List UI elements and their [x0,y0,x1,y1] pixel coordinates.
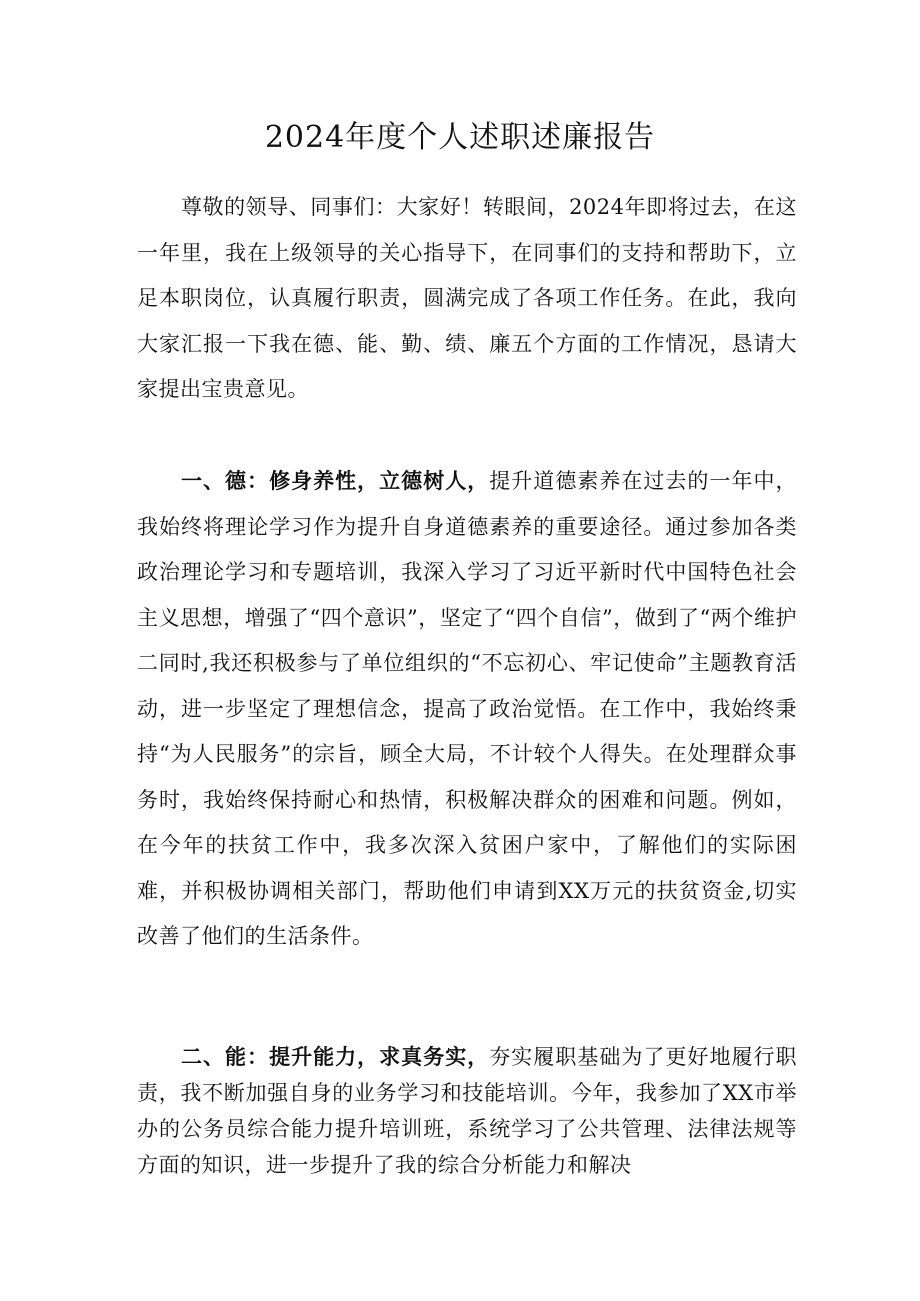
section-neng-paragraph [137,1039,797,1183]
section-de-paragraph [137,458,797,960]
intro-paragraph [137,185,797,413]
section-heading-neng: 二、能：提升能力，求真务实， [181,1044,490,1069]
document-title: 2024年度个人述职述廉报告 [264,120,656,155]
section-heading-de: 一、德：修身养性，立德树人， [181,468,490,493]
paragraph-text: 提升道德素养在过去的一年中，我始终将理论学习作为提升自身道德素养的重要途径。通过参加各类政治理论学习和专题培训，我深入学习了习近平新时代中国特色社会主义思想，增强了“四个意识”，坚定了“四个自信”，做到了“两个维护二同时,我还积极参与了单位组织的“不忘初心、牢记使命”主题教育活动，进一步坚定了理想信念，提高了政治觉悟。在工作中，我始终秉持“为人民服务”的宗旨，顾全大局，不计较个人得失。在处理群众事务时，我始终保持耐心和热情，积极解决群众的困难和问题。例如，在今年的扶贫工作中，我多次深入贫困户家中，了解他们的实际困难，并积极协调相关部门，帮助他们申请到XX万元的扶贫资金,切实改善了他们的生活条件。 [137,469,798,948]
paragraph-text: 夯实履职基础为了更好地履行职责，我不断加强自身的业务学习和技能培训。今年，我参加了XX市举办的公务员综合能力提升培训班，系统学习了公共管理、法律法规等方面的知识，进一步提升了我的综合分析能力和解决 [137,1045,798,1177]
paragraph-text: 尊敬的领导、同事们：大家好！转眼间，2024年即将过去，在这一年里，我在上级领导的关心指导下，在同事们的支持和帮助下，立足本职岗位，认真履行职责，圆满完成了各项工作任务。在此，我向大家汇报一下我在德、能、勤、绩、廉五个方面的工作情况，恳请大家提出宝贵意见。 [137,195,797,401]
